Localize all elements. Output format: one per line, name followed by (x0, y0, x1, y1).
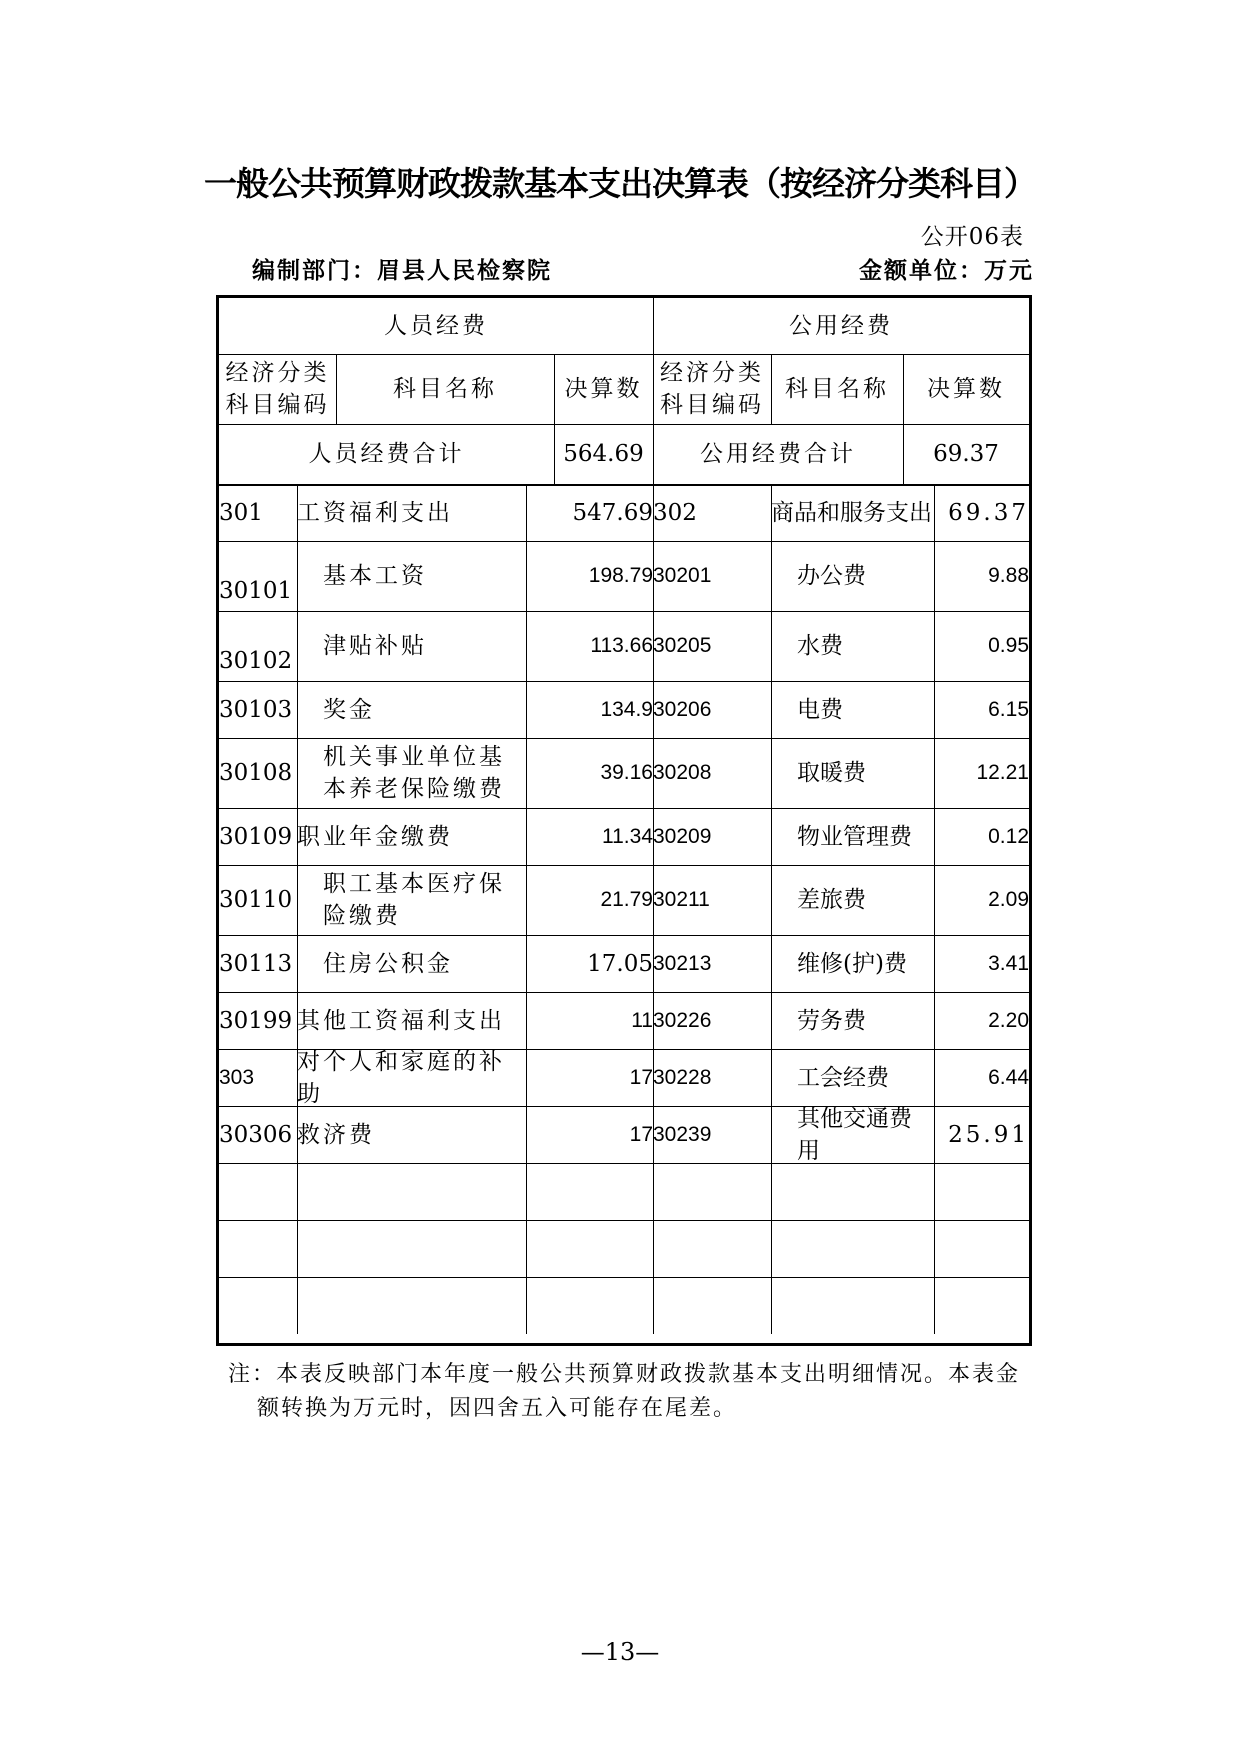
personnel-code: 30199 (219, 1007, 293, 1034)
personnel-amount: 113.66 (590, 634, 653, 657)
public-code: 30205 (653, 634, 712, 657)
public-name: 其他交通费用 (797, 1106, 912, 1163)
header-public: 公用经费 (789, 313, 893, 339)
public-name: 水费 (797, 633, 843, 659)
note-line-2: 额转换为万元时，因四舍五入可能存在尾差。 (257, 1396, 738, 1421)
personnel-name: 基本工资 (323, 563, 427, 589)
public-code: 30226 (653, 1008, 712, 1032)
public-code: 30201 (653, 564, 712, 587)
personnel-amount: 39.16 (600, 761, 653, 784)
table-note (228, 1358, 1058, 1426)
personnel-code: 30306 (219, 1121, 293, 1148)
personnel-amount: 17 (629, 1122, 653, 1146)
header-public-amount: 决算数 (927, 376, 1005, 402)
public-total-value: 69.37 (933, 441, 999, 467)
public-name: 商品和服务支出 (771, 499, 932, 526)
personnel-code: 30102 (219, 648, 293, 674)
personnel-name: 住房公积金 (323, 950, 453, 977)
table-number: 公开06表 (920, 224, 1024, 250)
expenditure-table (216, 295, 1032, 1346)
public-amount: 3.41 (988, 951, 1029, 975)
department-label: 编制部门：眉县人民检察院 (252, 257, 552, 284)
personnel-code: 30103 (219, 696, 293, 723)
personnel-name: 职工基本医疗保险缴费 (323, 871, 505, 929)
public-name: 物业管理费 (797, 823, 912, 850)
personnel-name: 奖金 (323, 696, 375, 723)
personnel-name: 职业年金缴费 (297, 823, 453, 850)
personnel-code: 30113 (219, 950, 293, 977)
unit-label: 金额单位：万元 (859, 257, 1034, 284)
personnel-total-label: 人员经费合计 (308, 441, 465, 467)
personnel-name: 救济费 (297, 1121, 375, 1148)
personnel-name: 机关事业单位基本养老保险缴费 (323, 744, 505, 802)
public-code: 30213 (653, 951, 712, 975)
public-amount: 0.12 (988, 824, 1029, 848)
personnel-amount: 547.69 (572, 499, 653, 526)
public-name: 工会经费 (797, 1064, 889, 1091)
public-code: 30206 (653, 697, 712, 721)
public-amount: 0.95 (988, 634, 1029, 657)
public-code: 30228 (653, 1065, 712, 1089)
personnel-name: 对个人和家庭的补助 (297, 1049, 505, 1106)
public-amount: 9.88 (988, 564, 1029, 587)
personnel-amount: 17 (629, 1065, 653, 1089)
header-public-code: 经济分类科目编码 (660, 360, 764, 418)
public-name: 办公费 (797, 563, 866, 589)
header-personnel-code: 经济分类科目编码 (225, 360, 330, 418)
public-name: 维修(护)费 (797, 950, 907, 977)
personnel-amount: 11 (631, 1008, 653, 1032)
header-personnel-amount: 决算数 (564, 376, 643, 402)
personnel-code: 30109 (219, 823, 293, 850)
personnel-code: 30110 (219, 887, 293, 913)
public-name: 差旅费 (797, 887, 866, 913)
personnel-code: 30108 (219, 760, 293, 786)
public-amount: 69.37 (948, 499, 1029, 526)
public-amount: 6.15 (988, 697, 1029, 721)
page-number: —13— (580, 1638, 660, 1666)
public-code: 30239 (653, 1122, 712, 1146)
public-amount: 12.21 (976, 761, 1029, 784)
public-amount: 25.91 (948, 1121, 1029, 1148)
public-amount: 6.44 (988, 1065, 1029, 1089)
public-name: 电费 (797, 696, 843, 723)
public-amount: 2.20 (988, 1008, 1029, 1032)
personnel-code: 301 (219, 499, 263, 526)
personnel-amount: 11.34 (602, 824, 653, 848)
public-total-label: 公用经费合计 (700, 441, 856, 467)
personnel-amount: 21.79 (600, 888, 653, 911)
header-personnel: 人员经费 (384, 313, 488, 339)
public-code: 30211 (653, 888, 710, 911)
personnel-name: 工资福利支出 (297, 499, 453, 526)
public-name: 劳务费 (797, 1007, 866, 1034)
personnel-total-value: 564.69 (563, 441, 644, 467)
page-title: 一般公共预算财政拨款基本支出决算表（按经济分类科目） (204, 164, 1036, 203)
note-line-1: 注：本表反映部门本年度一般公共预算财政拨款基本支出明细情况。本表金 (228, 1362, 1021, 1387)
public-amount: 2.09 (988, 888, 1029, 911)
public-code: 302 (653, 499, 697, 526)
personnel-code: 303 (219, 1065, 255, 1089)
public-code: 30209 (653, 824, 712, 848)
personnel-code: 30101 (219, 578, 293, 604)
personnel-name: 津贴补贴 (323, 633, 427, 659)
personnel-amount: 134.9 (600, 697, 653, 721)
personnel-name: 其他工资福利支出 (297, 1007, 505, 1034)
public-code: 30208 (653, 761, 712, 784)
header-personnel-name: 科目名称 (393, 376, 497, 402)
personnel-amount: 198.79 (588, 564, 653, 587)
personnel-amount: 17.05 (587, 950, 653, 977)
header-public-name: 科目名称 (785, 376, 889, 402)
public-name: 取暖费 (797, 760, 866, 786)
